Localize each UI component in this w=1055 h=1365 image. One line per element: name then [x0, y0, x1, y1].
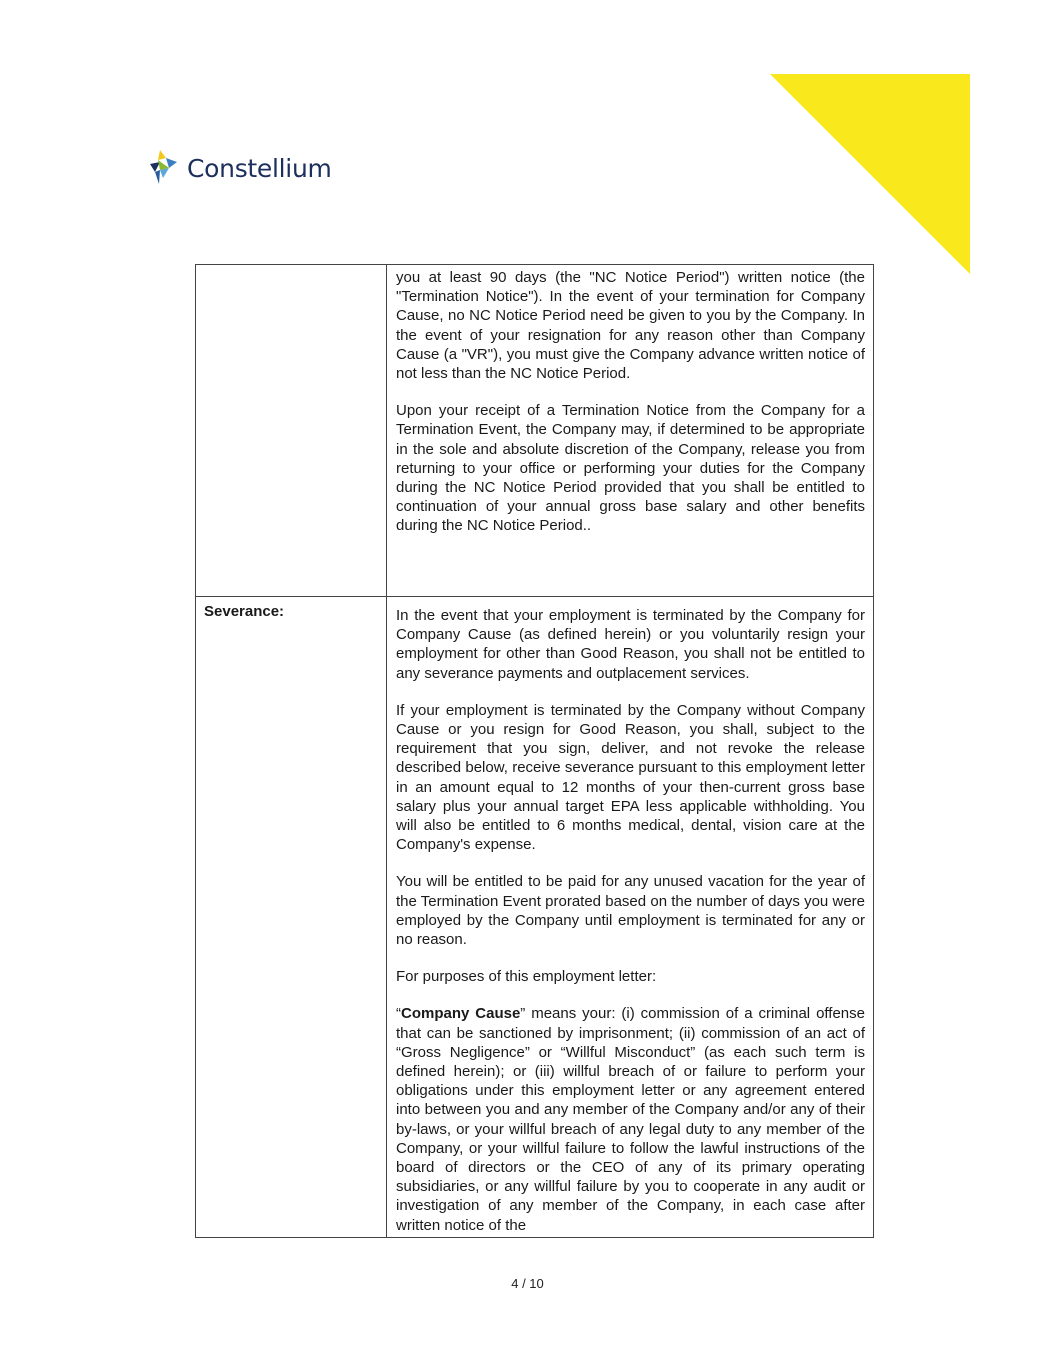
row-label [196, 265, 387, 597]
defined-term: Company Cause [401, 1005, 521, 1023]
paragraph: you at least 90 days (the "NC Notice Period") written notice (the "Termination Notice"). In the event of your termination for Company Cause, no NC Notice Period need be given to you by the Company. In the event of your resignation for any reason other than Company Cause (a "VR"), you must give the Company advance written notice of not less than the NC Notice Period. [396, 269, 865, 383]
company-logo [147, 146, 332, 190]
close-quote: ” [520, 1005, 526, 1023]
table-row [196, 265, 874, 597]
row-label-severance: Severance: [196, 597, 387, 1238]
constellium-logo-icon [147, 148, 183, 188]
paragraph: If your employment is terminated by the Company without Company Cause or you resign for Good Reason, you shall, subject to the requirement that you sign, deliver, and not revoke the release described below, receive severance pursuant to this employment letter in an amount equal to 12 months of your then-current gross base salary plus your annual target EPA less applicable withholding. You will also be entitled to 6 months medical, dental, vision care at the Company's expense. [396, 701, 865, 854]
open-quote: “ [396, 1005, 401, 1023]
terms-table [195, 264, 874, 1238]
paragraph: For purposes of this employment letter: [396, 968, 657, 986]
page-number: 4 / 10 [511, 1276, 544, 1291]
paragraph: In the event that your employment is terminated by the Company for Company Cause (as defined herein) or you voluntarily resign your employment for other than Good Reason, you shall not be entitled to any severance payments and outplacement services. [396, 607, 865, 682]
logo-wordmark: Constellium [187, 153, 332, 183]
paragraph: Upon your receipt of a Termination Notice from the Company for a Termination Event, the Company may, if determined to be appropriate in the sole and absolute discretion of the Company, release you from returning to your office or performing your duties for the Company during the NC Notice Period provided that you shall be entitled to continuation of your annual gross base salary and other benefits during the NC Notice Period.. [396, 402, 865, 535]
row-content [387, 597, 874, 1238]
table-row [196, 597, 874, 1238]
row-content [387, 265, 874, 597]
definition-text: means your: (i) commission of a criminal offense that can be sanctioned by imprisonment; (ii) commission of an act of “Gross Negligence” or “Willful Misconduct” (as each such term is defined herein); or (iii) willful breach of or failure to perform your obligations under this employment letter or any agreement entered into between you and any member of the Company and/or any of their by-laws, or your willful breach of any legal duty to any member of the Company, or your willful failure to follow the lawful instructions of the board of directors or the CEO of any of its primary operating subsidiaries, or any willful failure by you to cooperate in any audit or investigation of any member of the Company, in each case after written notice of the [396, 1005, 865, 1234]
yellow-corner-decoration [770, 74, 970, 274]
company-cause-definition [396, 1004, 865, 1234]
paragraph: You will be entitled to be paid for any unused vacation for the year of the Termination Event prorated based on the number of days you were employed by the Company until employment is terminated for any or no reason. [396, 873, 865, 949]
